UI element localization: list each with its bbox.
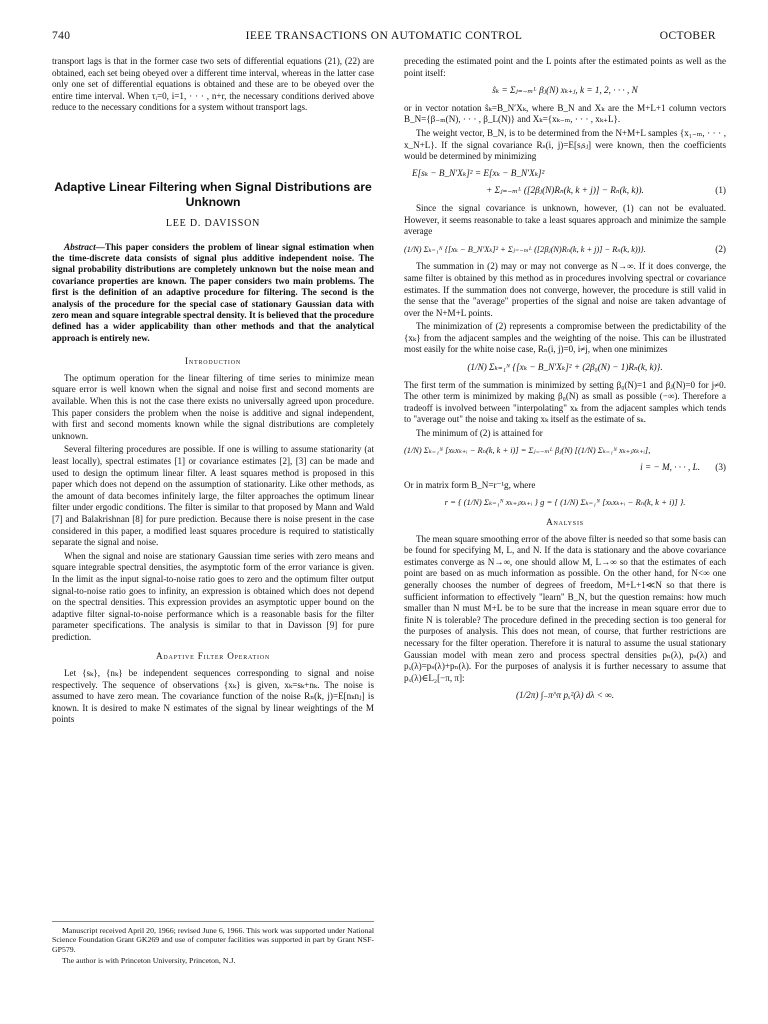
equation-estimate: ŝₖ = Σⱼ₌₋ₘᴸ βⱼ(N) xₖ₊ⱼ, k = 1, 2, · · · , N [492,85,638,96]
right-paragraph-9: Or in matrix form B_N=r⁻¹g, where [404,479,536,490]
equation-matrix-definitions: r = { (1/N) Σₖ₌₁ᴺ xₖ₊ⱼxₖ₊ᵢ } g = { (1/N) Σₖ₌₁ᴺ [xₖxₖ₊ᵢ − Rₙ(k, k + i)] }. [444,497,686,508]
equation-3-number: (3) [715,462,726,473]
equation-white-noise: (1/N) Σₖ₌₁ᴺ {[xₖ − B_N′Xₖ]² + (2β₀(N) − 1)Rₙ(k, k)}. [467,362,663,373]
equation-1-number: (1) [715,185,726,196]
right-paragraph-6: The minimization of (2) represents a compromise between the predictability of the {xₖ} from the adjacent samples and the weighting of the noise. This can be illustrated most easily for the white noise case, Rₙ(i, j)=0, i≠j, when one minimizes [404,321,726,355]
issue-month: OCTOBER [659,30,716,42]
equation-integrability: (1/2π) ∫₋π^π pₓ²(λ) dλ < ∞. [515,690,615,701]
analysis-paragraph-1: The mean square smoothing error of the above filter is needed so that some basis can be found for specifying M, L, and N. If the data is stationary and the above covariance estimates converge as N→∞, one should allow M, L→∞ so that the estimates of each point are based on as much information as possible. On the other hand, for N<∞ one generally chooses the number of degrees of freedom, M+L+1≪N so that there is sufficient information to effectively "learn" B_N, but the question remains: how much smaller than N must M+L be to be sure that the increase in mean square error due to finite N is tolerable? The procedure defined in the preceding section is too general for the purposes of analysis. This does not mean, of course, that further restrictions are necessary for the filter operation. Therefore it is natural to assume the usual stationary Gaussian model with mean zero and process spectral densities pₙ(λ), pₛ(λ) and pₓ(λ)=pₛ(λ)+pₙ(λ). For the purposes of analysis it is further necessary to assume that pₓ(λ)∈L₂[−π, π]: [404,533,726,683]
section-heading-analysis: Analysis [546,517,584,527]
equation-1-body: + Σⱼ₌₋ₘᴸ ([2βⱼ(N)Rₙ(k, k + j)] − Rₙ(k, k)). [486,185,644,196]
equation-1-line-1: E[sₖ − B_N′Xₖ]² = E[xₖ − B_N′Xₖ]² [412,167,545,178]
section-heading-introduction: Introduction [185,356,241,367]
right-paragraph-2: or in vector notation ŝₖ=B_N′Xₖ, where B_N and Xₖ are the M+L+1 column vectors B_N={β₋ₘ(N), · · · , β_L(N)} and Xₖ={xₖ₋ₘ, · · · , xₖ₊L}. [404,102,726,125]
equation-2 [404,244,726,256]
intro-paragraph-3: When the signal and noise are stationary Gaussian time series with zero means and square integrable spectral densities, the asymptotic form of the error variance is given. In the limit as the input signal-to-noise ratio goes to zero and the optimum filter output signal-to-noise ratio goes to infinity, an expression is obtained which does not depend on the spectral densities. This expression provides an asymptotic upper bound on the adaptive filter signal-to-noise performance which is a reasonable basis for the filter parameter specifications. The analysis is similar to that in Davisson [9] for pure prediction. [52,550,374,642]
carryover-paragraph: transport lags is that in the former case two sets of differential equations (21), (22) are obtained, each set being obeyed over a different time interval, whereas in the latter case only one set of differential equations is obtained and these are to be obeyed over the entire time interval. When τᵢ=0, i=1, · · · , n+r, the necessary conditions derived above reduce to the necessary conditions for a system without transport lags. [52,56,374,113]
intro-paragraph-2: Several filtering procedures are possible. If one is willing to assume stationarity (at least locally), spectral estimates [1] or covariance estimates [2], [3] can be made and used to design the optimum linear filter. A least squares method is proposed in this paper which does not depend on the assumption of stationarity. Like other methods, as the amount of data becomes infinitely large, the filter approaches the optimum linear filter under ergodic conditions. The filter is similar to that proposed by Mann and Wald [7] and Balakrishnan [8] for pure prediction. Because there is noise present in the case considered in this paper, a modified least squares procedure is required to statistically separate the signal and noise. [52,444,374,548]
journal-title: IEEE TRANSACTIONS ON AUTOMATIC CONTROL [245,30,523,42]
equation-3-index-range: i = − M, · · · , L. [640,462,700,473]
article-author: LEE D. DAVISSON [165,217,261,229]
right-paragraph-8: The minimum of (2) is attained for [416,428,543,439]
afo-paragraph-1: Let {sₖ}, {nₖ} be independent sequences corresponding to signal and noise respectively. The sequence of observations {xₖ} is given, xₖ=sₖ+nₖ. The noise is assumed to have zero mean. The covariance function of the noise Rₙ(k, j)=E[nₖnⱼ] is known. It is desired to make N estimates of the signal by linear weightings of the M points [52,668,374,725]
right-column [404,56,726,708]
abstract [52,242,374,345]
abstract-text: —This paper considers the problem of linear signal estimation when the time-discrete data consists of signal plus additive independent noise. The signal probability distributions are completely unknown but the noise mean and covariance properties are known. The paper considers two main problems. The first is the definition of an adaptive procedure for filtering. The second is the analysis of the procedure for the special case of stationary Gaussian data with zero mean and square integrable spectral density. It is believed that the procedure defined has a wider applicability than other methods and that the analytical approach is entirely new. [52,241,374,343]
running-header [52,30,716,46]
page-number: 740 [52,30,71,42]
equation-3-line-1: (1/N) Σₖ₌₁ᴺ [xₖxₖ₊ᵢ − Rₙ(k, k + i)] = Σⱼ₌₋ₘᴸ βⱼ(N) [(1/N) Σₖ₌₁ᴺ xₖ₊ⱼxₖ₊ᵢ], [404,445,651,455]
right-paragraph-4: Since the signal covariance is unknown, however, (1) can not be evaluated. However, it seems reasonable to take a least squares approach and minimize the sample average [404,202,726,237]
equation-3-line-2 [404,462,726,474]
right-paragraph-3: The weight vector, B_N, is to be determined from the N+M+L samples {x₁₋ₘ, · · · , x_N+L}. If the signal covariance Rₛ(i, j)=E[sᵢsⱼ] were known, then the coefficients would be determined by minimizing [404,127,726,162]
equation-2-body: (1/N) Σₖ₌₁ᴺ {[xₖ − B_N′Xₖ]² + Σⱼ₌₋ₘᴸ ([2βⱼ(N)Rₙ(k, k + j)] − Rₙ(k, k))}. [404,244,646,254]
intro-paragraph-1: The optimum operation for the linear filtering of time series to minimize mean square error is well known when the signal and noise first and second moments are available. When this is not the case there exists no universally agreed upon procedure. This paper considers the problem when the noise is additive and signal independent, with first and second moments known while the signal distributions are completely unknown. [52,372,374,441]
equation-2-number: (2) [715,243,726,254]
right-paragraph-7: The first term of the summation is minimized by setting β₀(N)=1 and βⱼ(N)=0 for j≠0. The other term is minimized by making β₀(N) as small as possible (−∞). Therefore a tradeoff is involved between "interpolating" xₖ from the adjacent samples which tends to "average out" the noise and taking xₖ itself as the estimate of sₖ. [404,379,726,425]
footnote-manuscript: Manuscript received April 20, 1966; revised June 6, 1966. This work was supported under National Science Foundation Grant GK269 and use of computer facilities was supported in part by Grant NSF-GP579. [52,926,374,954]
right-paragraph-5: The summation in (2) may or may not converge as N→∞. If it does converge, the same filter is obtained by this method as in procedures involving spectral or covariance estimates. If the summation does not converge, however, the procedure is still valid in the sense that the "average" properties of the signal and noise are taken advantage of over the N+M+L points. [404,261,726,318]
equation-1-line-2 [404,185,726,197]
footnote [52,921,374,968]
article-title: Adaptive Linear Filtering when Signal Distributions are Unknown [54,179,372,209]
left-column [52,56,374,728]
abstract-label: Abstract [64,241,96,252]
right-paragraph-1: preceding the estimated point and the L points after the estimated points as well as the point itself: [404,56,726,78]
section-heading-adaptive-filter-operation: Adaptive Filter Operation [155,651,271,662]
footnote-affiliation: The author is with Princeton University, Princeton, N.J. [62,956,236,966]
